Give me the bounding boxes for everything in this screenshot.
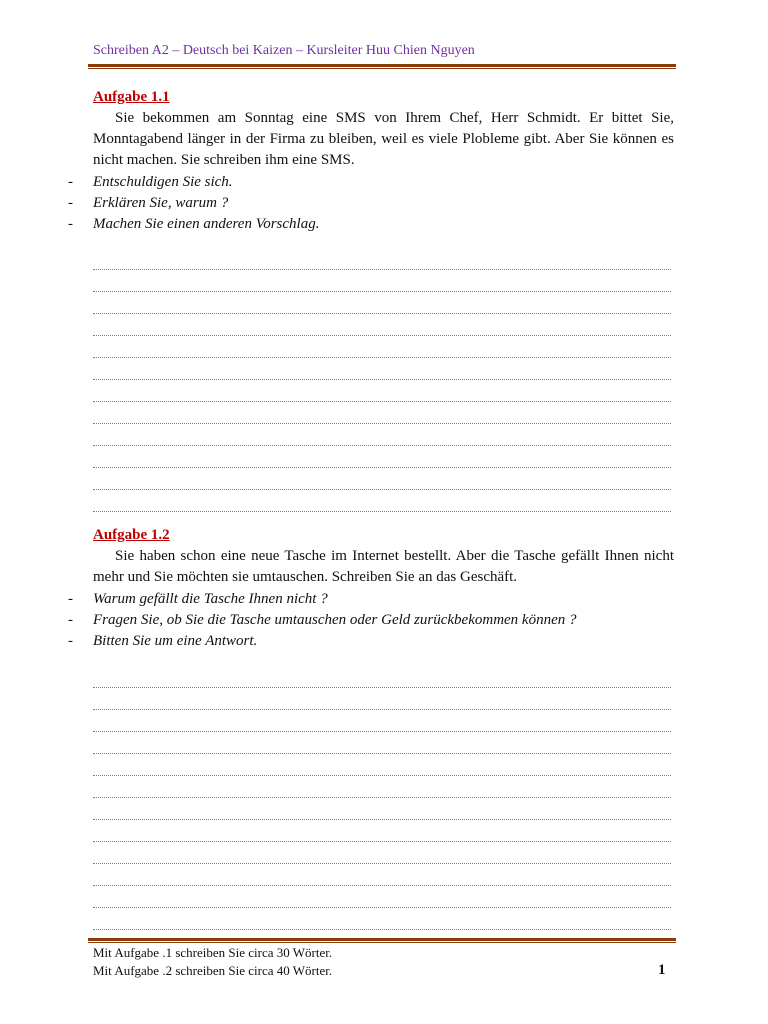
writing-line[interactable] [93, 292, 671, 314]
writing-line[interactable] [93, 886, 671, 908]
task-1-bullet-text: Machen Sie einen anderen Vorschlag. [93, 216, 320, 232]
task-2-title: Aufgabe 1.2 [93, 527, 170, 543]
writing-line[interactable] [93, 380, 671, 402]
task-1-writing-area[interactable] [93, 248, 671, 512]
writing-line[interactable] [93, 336, 671, 358]
task-1-intro: Sie bekommen am Sonntag eine SMS von Ihrem Chef, Herr Schmidt. Er bittet Sie, Monntagabend länger in der Firma zu bleiben, weil es viele Plobleme gibt. Aber Sie können es nicht machen. Sie schreiben ihm eine SMS. [93, 110, 674, 168]
writing-line[interactable] [93, 314, 671, 336]
footer-note-2: Mit Aufgabe .2 schreiben Sie circa 40 Wörter. [93, 963, 333, 978]
footer-notes [93, 944, 332, 980]
footer-rule [88, 938, 676, 943]
writing-line[interactable] [93, 688, 671, 710]
writing-line[interactable] [93, 468, 671, 490]
task-1-bullets [68, 172, 678, 235]
task-1-title: Aufgabe 1.1 [93, 89, 170, 105]
writing-line[interactable] [93, 908, 671, 930]
writing-line[interactable] [93, 798, 671, 820]
writing-line[interactable] [93, 490, 671, 512]
task-2-intro: Sie haben schon eine neue Tasche im Internet bestellt. Aber die Tasche gefällt Ihnen nicht mehr und Sie möchten sie umtauschen. Schreiben Sie an das Geschäft. [93, 548, 674, 585]
writing-line[interactable] [93, 666, 671, 688]
writing-line[interactable] [93, 446, 671, 468]
writing-line[interactable] [93, 248, 671, 270]
task-2-bullet-text: Warum gefällt die Tasche Ihnen nicht ? [93, 591, 328, 607]
task-2-bullet [68, 610, 678, 631]
task-1-bullet [68, 172, 678, 193]
bullet-dash: - [68, 591, 73, 607]
page-header: Schreiben A2 – Deutsch bei Kaizen – Kursleiter Huu Chien Nguyen [93, 43, 475, 58]
task-1-bullet-text: Entschuldigen Sie sich. [93, 174, 233, 190]
footer-note-1: Mit Aufgabe .1 schreiben Sie circa 30 Wörter. [93, 945, 333, 960]
task-1-bullet [68, 214, 678, 235]
task-2-bullet-text: Bitten Sie um eine Antwort. [93, 633, 258, 649]
writing-line[interactable] [93, 402, 671, 424]
writing-line[interactable] [93, 864, 671, 886]
bullet-dash: - [68, 216, 73, 232]
bullet-dash: - [68, 612, 73, 628]
bullet-dash: - [68, 633, 73, 649]
writing-line[interactable] [93, 424, 671, 446]
writing-line[interactable] [93, 358, 671, 380]
task-2-bullet [68, 631, 678, 652]
writing-line[interactable] [93, 754, 671, 776]
task-2-writing-area[interactable] [93, 666, 671, 930]
bullet-dash: - [68, 174, 73, 190]
writing-line[interactable] [93, 776, 671, 798]
header-rule [88, 64, 676, 69]
writing-line[interactable] [93, 842, 671, 864]
writing-line[interactable] [93, 732, 671, 754]
task-1-bullet [68, 193, 678, 214]
task-2-bullet-text: Fragen Sie, ob Sie die Tasche umtauschen oder Geld zurückbekommen können ? [93, 612, 577, 628]
page-number: 1 [658, 962, 666, 978]
writing-line[interactable] [93, 270, 671, 292]
task-2-bullets [68, 589, 678, 652]
bullet-dash: - [68, 195, 73, 211]
task-1-bullet-text: Erklären Sie, warum ? [93, 195, 229, 211]
writing-line[interactable] [93, 710, 671, 732]
writing-line[interactable] [93, 820, 671, 842]
task-2-bullet [68, 589, 678, 610]
